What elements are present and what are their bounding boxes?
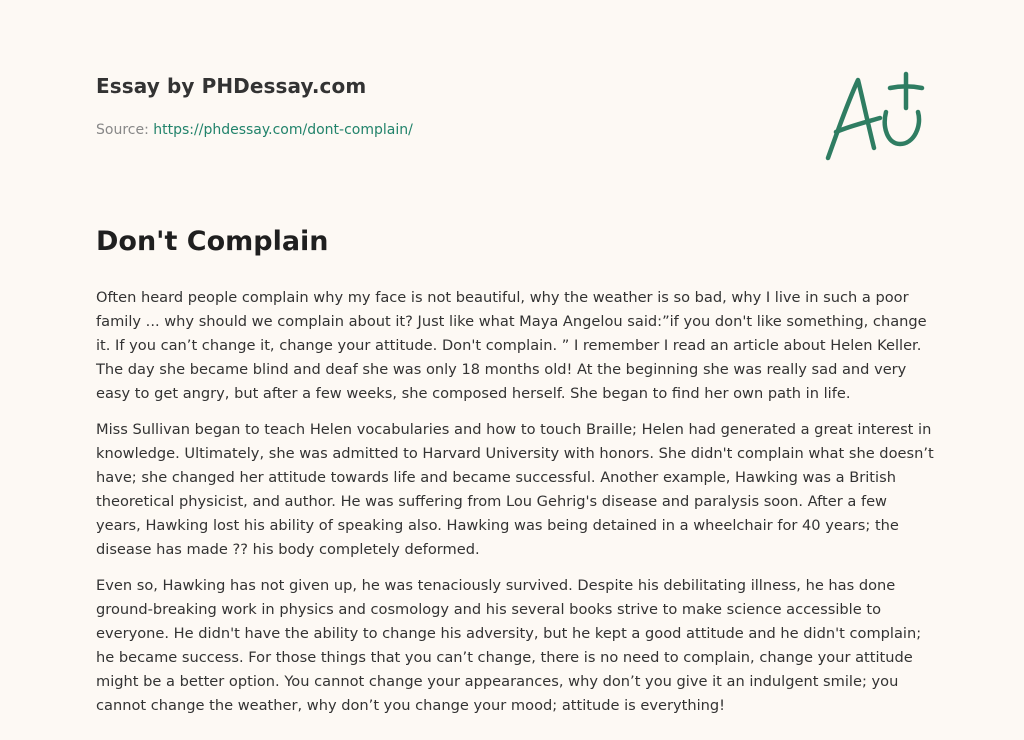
essay-paragraph: Even so, Hawking has not given up, he was tenaciously survived. Despite his debilitating illness, he has done ground-breaking work in physics and cosmology and his several books strive to make science accessible to everyone. He didn't have the ability to change his adversity, but he kept a good attitude and he didn't complain; he became success. For those things that you can’t change, there is no need to complain, change your attitude might be a better option. You cannot change your appearances, why don’t you give it an indulgent smile; you cannot change the weather, why don’t you change your mood; attitude is everything!	[96, 577, 922, 714]
a-plus-grade-icon	[822, 66, 932, 166]
source-link[interactable]: https://phdessay.com/dont-complain/	[153, 122, 413, 138]
essay-title: Don't Complain	[96, 226, 329, 257]
essay-body	[96, 286, 936, 730]
essay-paragraph: Often heard people complain why my face is not beautiful, why the weather is so bad, why I live in such a poor family ... why should we complain about it? Just like what Maya Angelou said:”if you don't like something, change it. If you can’t change it, change your attitude. Don't complain. ” I remember I read an article about Helen Keller. The day she became blind and deaf she was only 18 months old! At the beginning she was really sad and very easy to get angry, but after a few weeks, she composed herself. She began to find her own path in life.	[96, 289, 927, 402]
site-title: Essay by PHDessay.com	[96, 74, 367, 98]
essay-paragraph: Miss Sullivan began to teach Helen vocabularies and how to touch Braille; Helen had generated a great interest in knowledge. Ultimately, she was admitted to Harvard University with honors. She didn't complain what she doesn’t have; she changed her attitude towards life and became successful. Another example, Hawking was a British theoretical physicist, and author. He was suffering from Lou Gehrig's disease and paralysis soon. After a few years, Hawking lost his ability of speaking also. Hawking was being detained in a wheelchair for 40 years; the disease has made ?? his body completely deformed.	[96, 421, 934, 558]
page-header	[96, 74, 796, 138]
source-line	[96, 122, 796, 138]
source-label: Source:	[96, 122, 149, 138]
